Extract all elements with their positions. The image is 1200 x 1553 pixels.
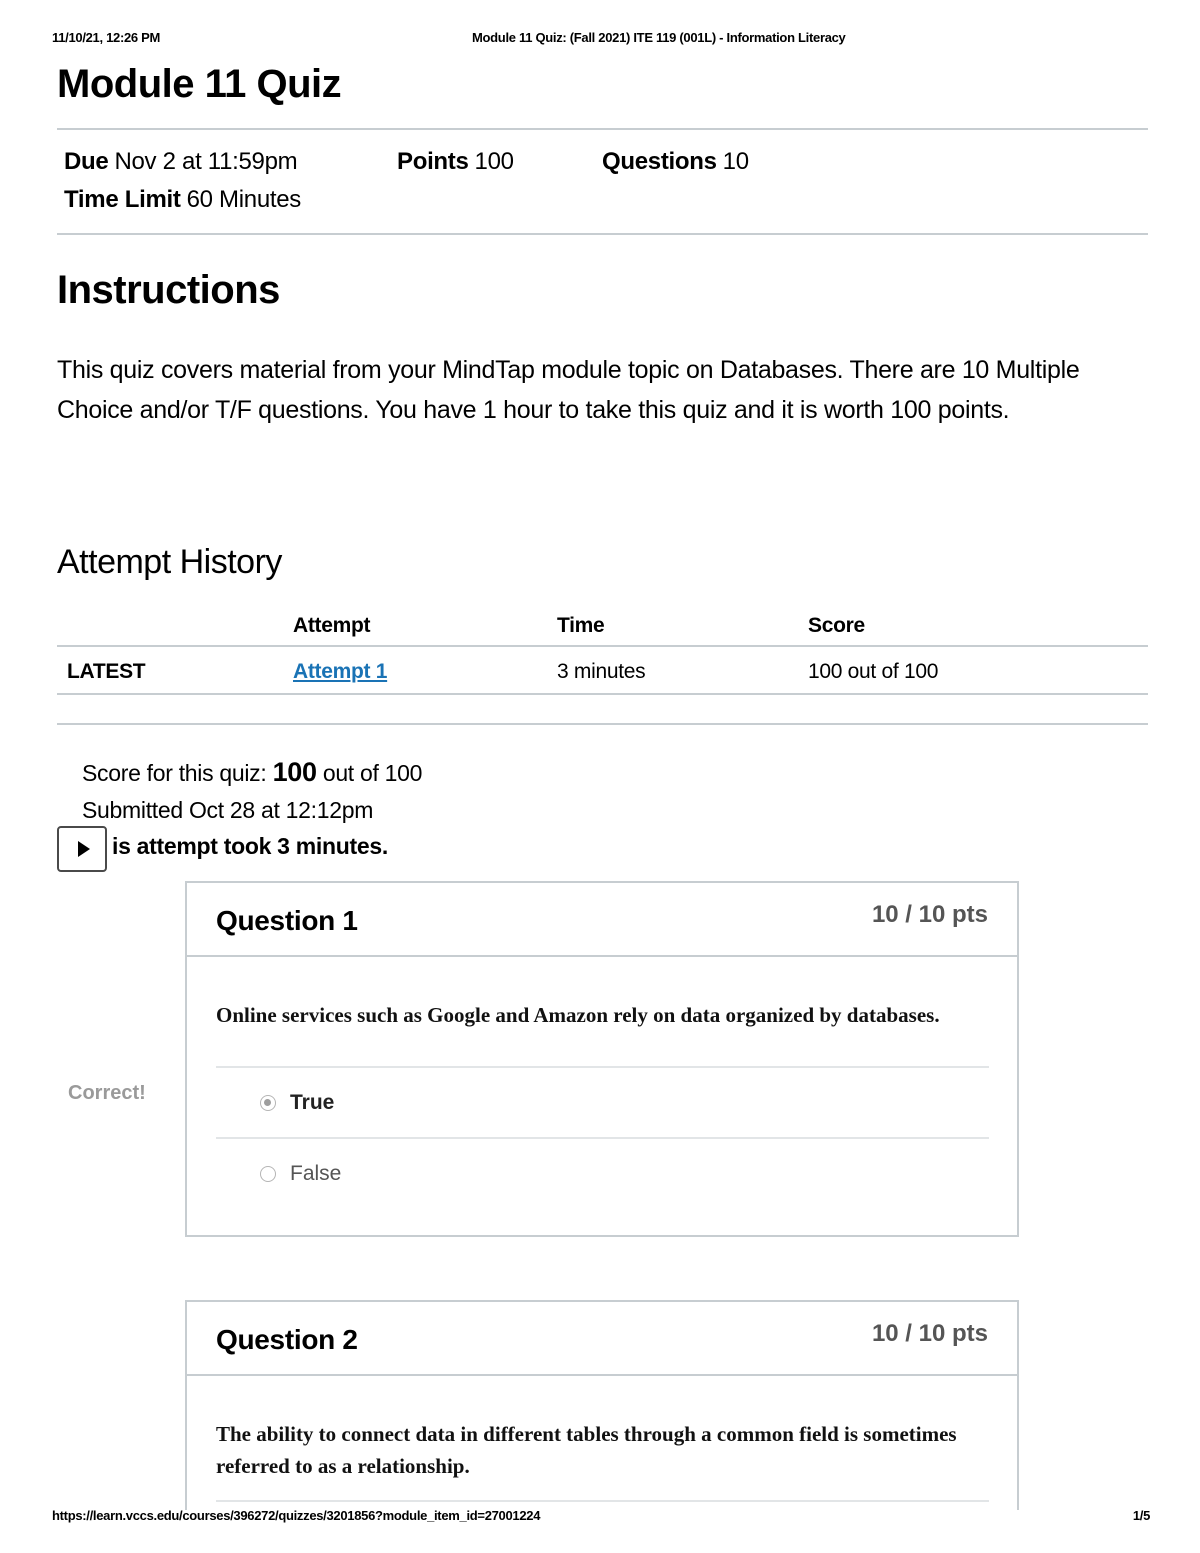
points-label: Points bbox=[397, 148, 469, 175]
score-summary bbox=[82, 757, 422, 788]
attempt-history-heading: Attempt History bbox=[57, 543, 282, 581]
attempt-score: 100 out of 100 bbox=[808, 660, 939, 683]
column-header-score: Score bbox=[808, 614, 865, 637]
due-value: Nov 2 at 11:59pm bbox=[114, 148, 298, 175]
instructions-heading: Instructions bbox=[57, 268, 280, 312]
question-title: Question 2 bbox=[216, 1324, 358, 1355]
answer-label: True bbox=[290, 1091, 335, 1114]
submitted-time: Submitted Oct 28 at 12:12pm bbox=[82, 797, 374, 823]
table-header-divider bbox=[57, 645, 1148, 647]
answer-divider bbox=[216, 1500, 989, 1502]
row-label-latest: LATEST bbox=[67, 660, 146, 683]
correct-answer-flag: Correct! bbox=[68, 1082, 150, 1105]
points-info bbox=[397, 148, 514, 176]
question-points: 10 / 10 pts bbox=[871, 901, 988, 928]
points-value: 100 bbox=[474, 148, 514, 175]
divider bbox=[57, 723, 1148, 725]
attempt-time: 3 minutes bbox=[557, 660, 646, 683]
print-footer bbox=[52, 1508, 1150, 1528]
print-header bbox=[52, 30, 1150, 50]
due-label: Due bbox=[64, 148, 109, 175]
answer-label: False bbox=[290, 1162, 342, 1185]
question-points: 10 / 10 pts bbox=[871, 1320, 988, 1347]
play-button[interactable] bbox=[57, 826, 107, 872]
time-limit-info bbox=[64, 186, 301, 214]
question-header bbox=[187, 1302, 1017, 1376]
due-info bbox=[64, 148, 297, 176]
attempt-duration: is attempt took 3 minutes. bbox=[112, 833, 388, 859]
radio-unchecked-icon[interactable] bbox=[260, 1166, 276, 1182]
question-card-1 bbox=[185, 881, 1019, 1237]
divider bbox=[57, 693, 1148, 695]
time-limit-value: 60 Minutes bbox=[186, 186, 301, 213]
question-header bbox=[187, 883, 1017, 957]
print-url: https://learn.vccs.edu/courses/396272/quizzes/3201856?module_item_id=27001224 bbox=[52, 1508, 541, 1523]
score-suffix: out of 100 bbox=[322, 760, 423, 786]
time-limit-label: Time Limit bbox=[64, 186, 181, 213]
answer-true[interactable] bbox=[260, 1091, 334, 1115]
answer-divider bbox=[216, 1137, 989, 1139]
answer-false[interactable] bbox=[260, 1162, 341, 1186]
print-date: 11/10/21, 12:26 PM bbox=[52, 30, 161, 45]
score-value: 100 bbox=[272, 757, 317, 787]
page-title: Module 11 Quiz bbox=[57, 62, 342, 106]
answer-divider bbox=[216, 1066, 989, 1068]
questions-label: Questions bbox=[602, 148, 717, 175]
question-text: Online services such as Google and Amazon rely on data organized by databases. bbox=[216, 1003, 940, 1027]
question-text: The ability to connect data in different tables through a common field is sometimes referred to as a relationship. bbox=[216, 1422, 957, 1478]
questions-info bbox=[602, 148, 749, 176]
instructions-text: This quiz covers material from your MindTap module topic on Databases. There are 10 Multiple Choice and/or T/F questions. You have 1 hour to take this quiz and it is worth 100 points. bbox=[57, 356, 1080, 424]
divider bbox=[57, 128, 1148, 130]
column-header-time: Time bbox=[557, 614, 605, 637]
radio-checked-icon[interactable] bbox=[260, 1095, 276, 1111]
question-title: Question 1 bbox=[216, 905, 358, 936]
print-doc-title: Module 11 Quiz: (Fall 2021) ITE 119 (001L) - Information Literacy bbox=[472, 30, 846, 45]
attempt-1-link[interactable]: Attempt 1 bbox=[293, 660, 388, 683]
play-icon bbox=[78, 841, 90, 857]
column-header-attempt: Attempt bbox=[293, 614, 371, 637]
divider bbox=[57, 233, 1148, 235]
questions-value: 10 bbox=[722, 148, 749, 175]
score-prefix: Score for this quiz: bbox=[82, 760, 267, 786]
page-number: 1/5 bbox=[1132, 1508, 1150, 1523]
question-card-2 bbox=[185, 1300, 1019, 1510]
